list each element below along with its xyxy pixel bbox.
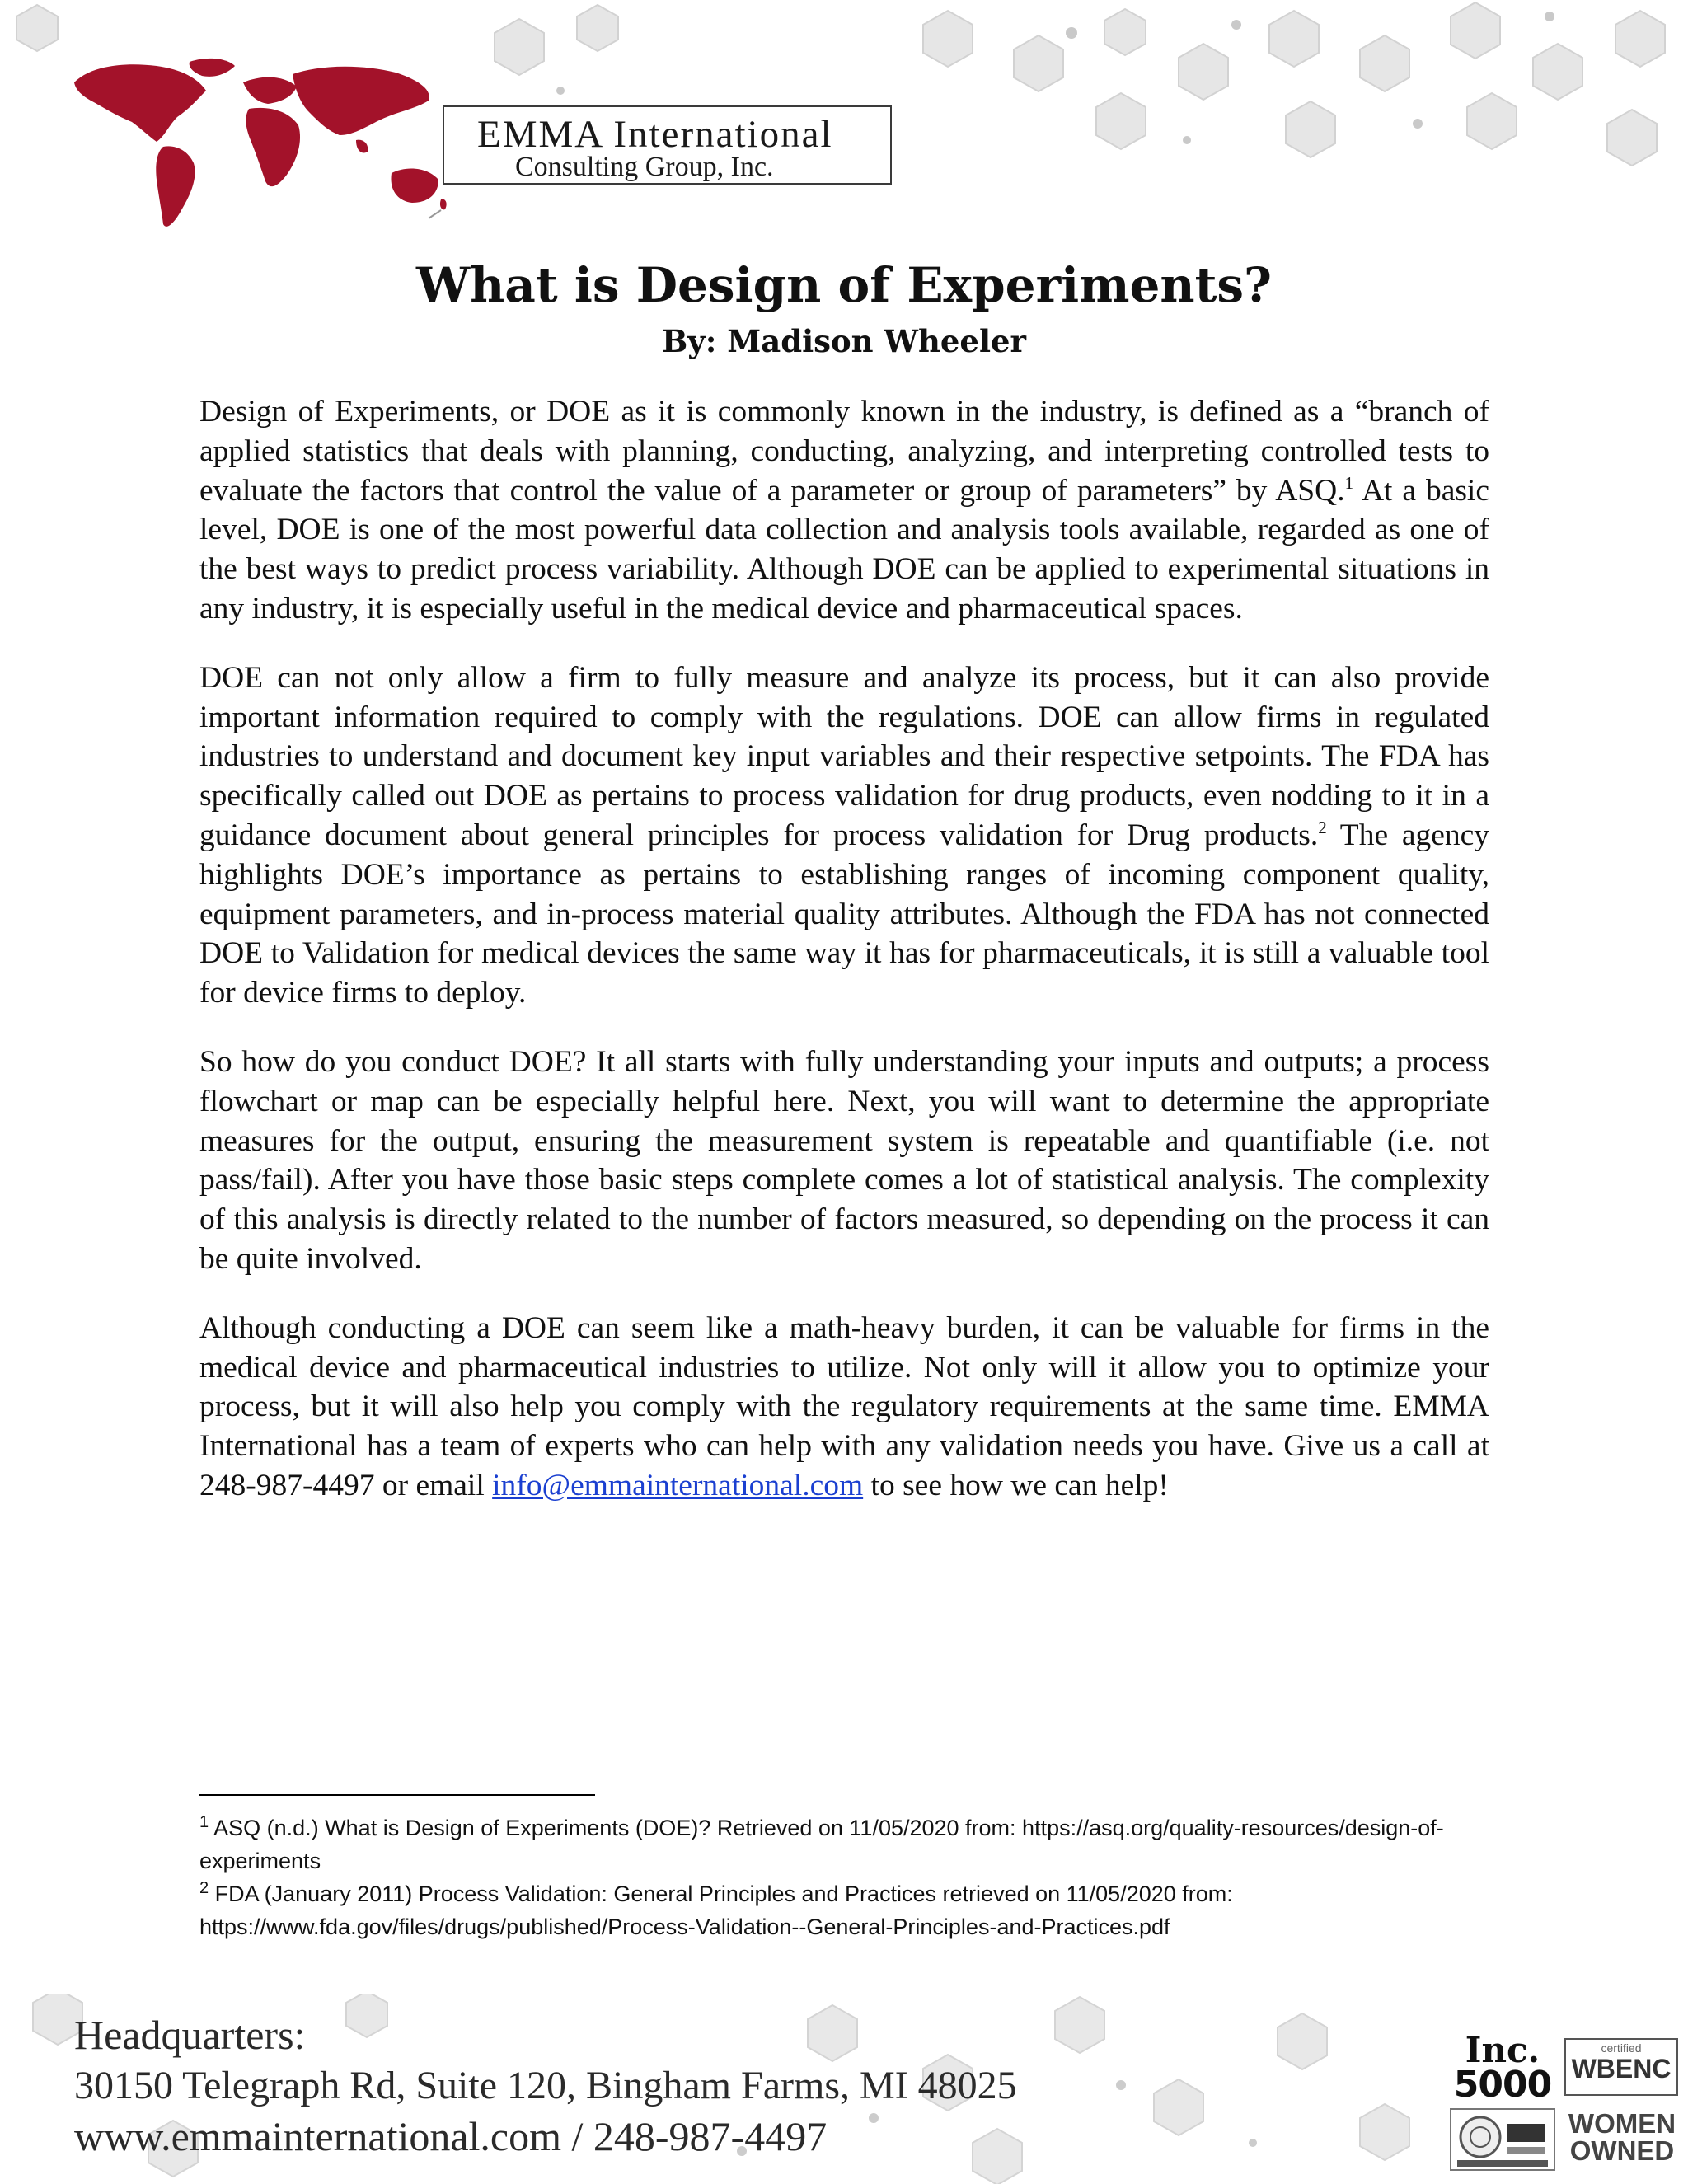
article-byline: By: Madison Wheeler — [661, 323, 1027, 359]
paragraph-4-text: Although conducting a DOE can seem like a math-heavy burden, it can be valuable for firms in the medical device and pharmaceutical industries to utilize. Not only will it allow you to optimize your process, but it will also help you comply with the regulatory requirements at the same time. EMMA International has a team of experts who can help with any validation needs you have. Give us a call at 248-987-4497 or email — [199, 1310, 1489, 1502]
world-map-graphic — [66, 49, 453, 239]
women-owned-line1: WOMEN — [1568, 2108, 1676, 2139]
wbenc-certified-label: certified — [1601, 2041, 1642, 2055]
headquarters-address: 30150 Telegraph Rd, Suite 120, Bingham Farms, MI 48025 — [74, 2064, 1017, 2107]
women-owned-badge — [1564, 2110, 1680, 2168]
footnote-2-number: 2 — [199, 1879, 209, 1897]
inc-5000-badge — [1449, 2030, 1556, 2106]
footnote-1 — [199, 1811, 1485, 1877]
footnote-2 — [199, 1877, 1485, 1943]
paragraph-4 — [199, 1309, 1489, 1506]
inc-badge-top: Inc. — [1465, 2030, 1540, 2070]
footnote-1-text: ASQ (n.d.) What is Design of Experiments (DOE)? Retrieved on 11/05/2020 from: https://asq.org/quality-resources/design-of-experiments — [199, 1816, 1444, 1873]
article-body — [199, 392, 1489, 1535]
wbenc-badge — [1564, 2038, 1678, 2096]
article-title: What is Design of Experiments? — [415, 257, 1273, 313]
footnotes — [199, 1811, 1485, 1943]
wbenc-label: WBENC — [1571, 2054, 1672, 2083]
email-link[interactable]: info@emmainternational.com — [492, 1468, 864, 1502]
website-and-phone: www.emmainternational.com / 248-987-4497 — [74, 2113, 828, 2159]
women-owned-line2: OWNED — [1569, 2135, 1675, 2166]
paragraph-2 — [199, 658, 1489, 1013]
paragraph-1 — [199, 392, 1489, 629]
paragraph-4-text-cont: to see how we can help! — [863, 1468, 1169, 1502]
headquarters-label: Headquarters: — [74, 2012, 306, 2058]
footnote-1-number: 1 — [199, 1813, 209, 1831]
company-name: EMMA International — [477, 113, 833, 156]
paragraph-2-text: DOE can not only allow a firm to fully measure and analyze its process, but it can also provide important information required to comply with the regulations. DOE can allow firms in regulated industries to understand and document key input variables and their respective setpoints. The FDA has specifically called out DOE as pertains to process validation for drug products, even nodding to it in a guidance document about general principles for process validation for Drug products. — [199, 660, 1489, 852]
paragraph-2-text-cont: The agency highlights DOE’s importance as pertains to establishing ranges of incoming component quality, equipment parameters, and in-process material quality attributes. Although the FDA has not connected DOE to Validation for medical devices the same way it has for pharmaceuticals, it is still a valuable tool for device firms to deploy. — [199, 818, 1489, 1010]
iso-certification-seal-icon — [1449, 2107, 1556, 2172]
paragraph-3: So how do you conduct DOE? It all starts with fully understanding your inputs and outputs; a process flowchart or map can be especially helpful here. Next, you will want to determine the appropriate measures for the output, ensuring the measurement system is repeatable and quantifiable (i.e. not pass/fail). After you have those basic steps complete comes a lot of statistical analysis. The complexity of this analysis is directly related to the number of factors measured, so depending on the process it can be quite involved. — [199, 1044, 1489, 1276]
company-logo — [443, 105, 892, 185]
paragraph-1-text-cont: At a basic level, DOE is one of the most powerful data collection and analysis tools available, regarded as one of the best ways to predict process variability. Although DOE can be applied to experimental situations in any industry, it is especially useful in the medical device and pharmaceutical spaces. — [199, 473, 1489, 626]
footnote-2-text: FDA (January 2011) Process Validation: General Principles and Practices retrieved on 11/05/2020 from: https://www.fda.gov/files/drugs/published/Process-Validation--General-Principles-and-Practices.pdf — [199, 1882, 1233, 1939]
paragraph-1-text: Design of Experiments, or DOE as it is commonly known in the industry, is defined as a “branch of applied statistics that deals with planning, conducting, analyzing, and interpreting controlled tests to evaluate the factors that control the value of a parameter or group of parameters” by ASQ. — [199, 395, 1489, 508]
inc-badge-bottom: 5000 — [1453, 2064, 1552, 2106]
company-subtitle: Consulting Group, Inc. — [515, 152, 774, 182]
footnote-ref-1[interactable]: 1 — [1344, 472, 1354, 493]
footnote-ref-2[interactable]: 2 — [1318, 817, 1327, 837]
footnote-separator — [199, 1794, 595, 1796]
